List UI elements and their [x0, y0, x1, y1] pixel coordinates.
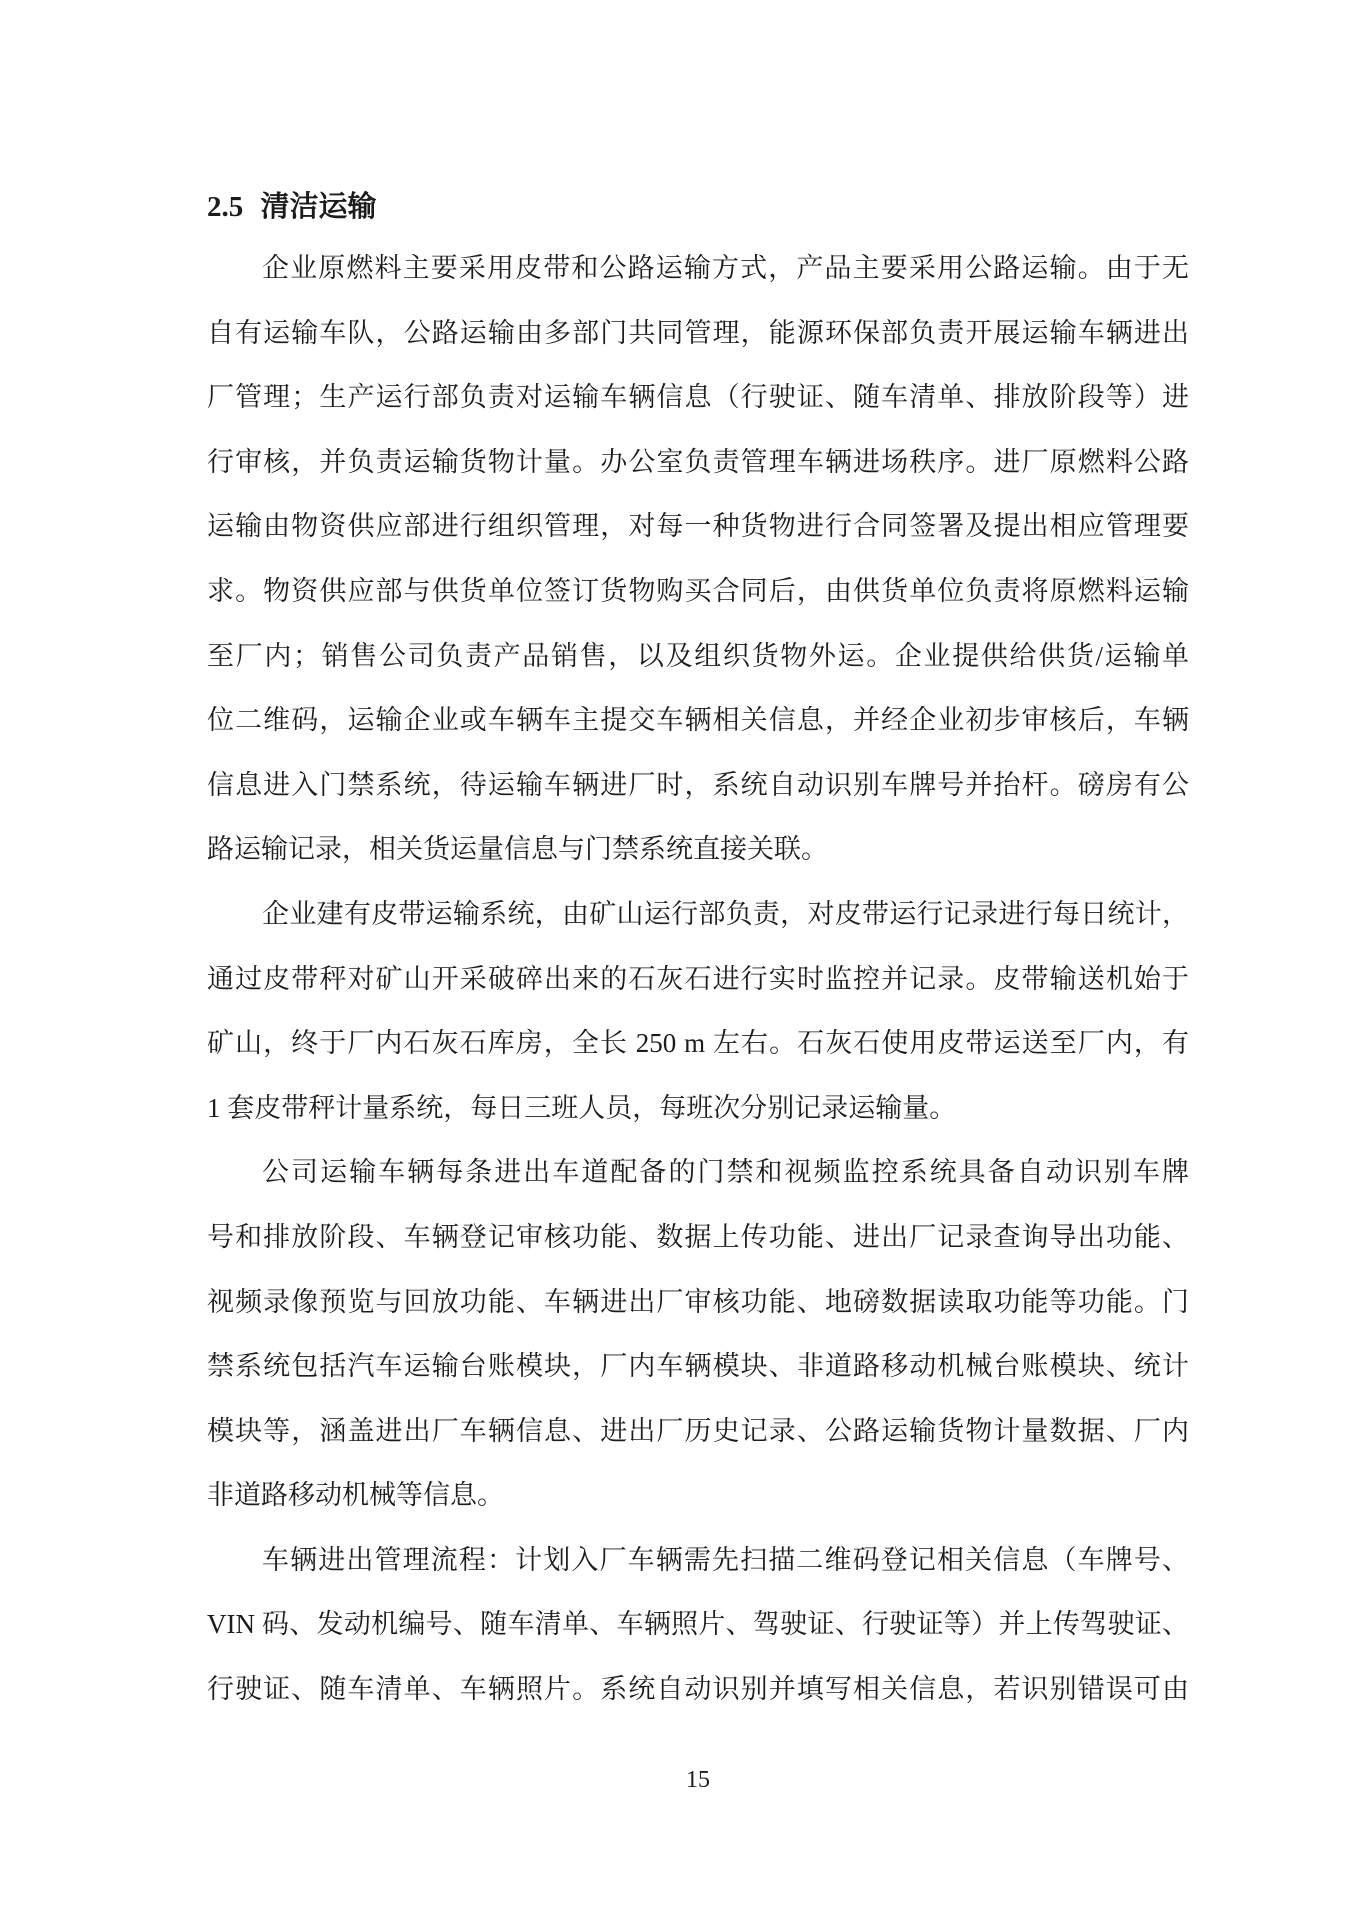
- text-line: 通过皮带秤对矿山开采破碎出来的石灰石进行实时监控并记录。皮带输送机始于: [207, 963, 1189, 994]
- text-line: 车辆进出管理流程：计划入厂车辆需先扫描二维码登记相关信息（车牌号、: [262, 1544, 1189, 1575]
- text-line: 自有运输车队，公路运输由多部门共同管理，能源环保部负责开展运输车辆进出: [207, 317, 1189, 348]
- section-heading: 2.5 清洁运输: [207, 191, 377, 223]
- document-content: [207, 190, 1189, 1722]
- text-line: 信息进入门禁系统，待运输车辆进厂时，系统自动识别车牌号并抬杆。磅房有公: [207, 769, 1189, 800]
- paragraph: [207, 236, 1189, 882]
- text-line: VIN 码、发动机编号、随车清单、车辆照片、驾驶证、行驶证等）并上传驾驶证、: [207, 1609, 1189, 1640]
- text-line: 矿山，终于厂内石灰石库房，全长 250 m 左右。石灰石使用皮带运送至厂内，有: [207, 1028, 1189, 1059]
- text-line: 行驶证、随车清单、车辆照片。系统自动识别并填写相关信息，若识别错误可由: [207, 1674, 1189, 1705]
- text-line: 至厂内；销售公司负责产品销售，以及组织货物外运。企业提供给供货/运输单: [207, 640, 1189, 671]
- paragraph: [207, 1528, 1189, 1722]
- text-line: 模块等，涵盖进出厂车辆信息、进出厂历史记录、公路运输货物计量数据、厂内: [207, 1415, 1189, 1446]
- text-line: 1 套皮带秤计量系统，每日三班人员，每班次分别记录运输量。: [207, 1092, 957, 1123]
- text-line: 企业原燃料主要采用皮带和公路运输方式，产品主要采用公路运输。由于无: [262, 253, 1189, 283]
- page-number: 15: [686, 1767, 710, 1793]
- text-line: 号和排放阶段、车辆登记审核功能、数据上传功能、进出厂记录查询导出功能、: [207, 1221, 1189, 1252]
- text-line: 路运输记录，相关货运量信息与门禁系统直接关联。: [207, 834, 828, 865]
- document-body: [207, 236, 1189, 1722]
- text-line: 非道路移动机械等信息。: [207, 1480, 504, 1511]
- text-line: 禁系统包括汽车运输台账模块，厂内车辆模块、非道路移动机械台账模块、统计: [207, 1351, 1189, 1382]
- text-line: 行审核，并负责运输货物计量。办公室负责管理车辆进场秩序。进厂原燃料公路: [207, 446, 1189, 477]
- text-line: 厂管理；生产运行部负责对运输车辆信息（行驶证、随车清单、排放阶段等）进: [207, 382, 1189, 413]
- paragraph: [207, 1140, 1189, 1528]
- text-line: 位二维码，运输企业或车辆车主提交车辆相关信息，并经企业初步审核后，车辆: [207, 705, 1189, 736]
- text-line: 企业建有皮带运输系统，由矿山运行部负责，对皮带运行记录进行每日统计，: [262, 898, 1189, 929]
- text-line: 公司运输车辆每条进出车道配备的门禁和视频监控系统具备自动识别车牌: [262, 1157, 1189, 1188]
- text-line: 求。物资供应部与供货单位签订货物购买合同后，由供货单位负责将原燃料运输: [207, 575, 1189, 606]
- text-line: 运输由物资供应部进行组织管理，对每一种货物进行合同签署及提出相应管理要: [207, 511, 1189, 542]
- text-line: 视频录像预览与回放功能、车辆进出厂审核功能、地磅数据读取功能等功能。门: [207, 1286, 1189, 1317]
- paragraph: [207, 882, 1189, 1140]
